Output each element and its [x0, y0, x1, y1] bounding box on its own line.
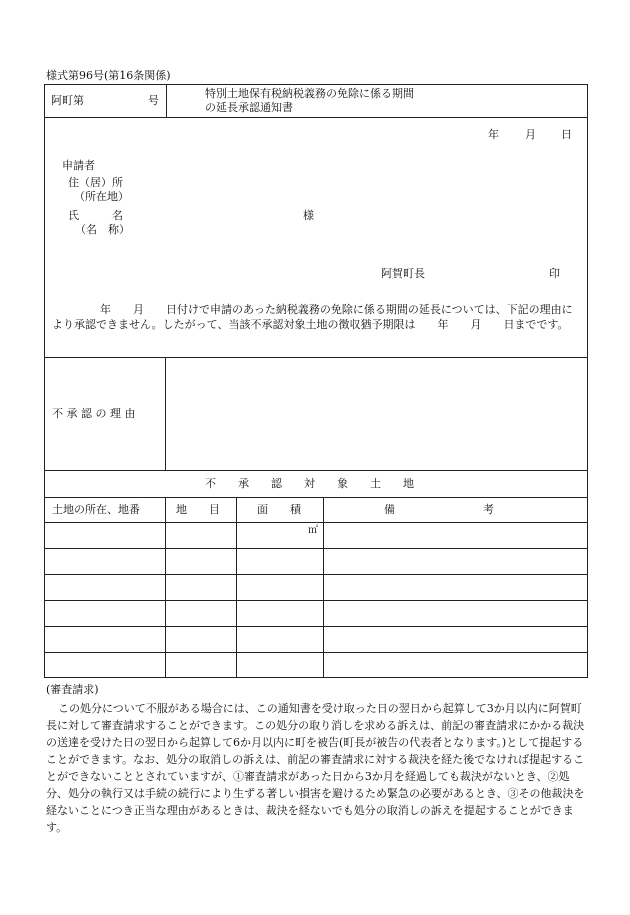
appeal-text: この処分について不服がある場合には、この通知書を受け取った日の翌日から起算して3か月以内に阿賀町長に対して審査請求することができます。この処分の取り消しを求める訴えは、前記の審査請求にかかる裁決の送達を受けた日の翌日から起算して6か月以内に町を被告(町長が被告の代表者となります。)として提起することができます。なお、処分の取消しの訴えは、前記の審査請求に対する裁決を経た後でなければ提起することができないこととされていますが、①審査請求があった日から3か月を経過しても裁決がないとき、②処分、処分の執行又は手続の続行により生ずる著しい損害を避けるため緊急の必要があるとき、③その他裁決を経ないことにつき正当な理由があるときは、裁決を経ないでも処分の取消しの訴えを提起することができます。	[46, 702, 585, 834]
col-header-location: 土地の所在、地番	[52, 503, 140, 516]
date-month: 月	[525, 128, 536, 141]
reason-top-line	[44, 357, 588, 358]
issuer-name: 阿賀町長	[381, 267, 425, 280]
honorific: 様	[303, 209, 314, 222]
land-header-top-line	[44, 497, 588, 498]
table-col-line	[236, 497, 237, 678]
table-col-line	[323, 497, 324, 678]
notice-form-frame	[44, 84, 588, 678]
land-header-bottom-line	[44, 522, 588, 523]
name-label: 氏 名	[68, 209, 123, 222]
doc-number-prefix: 阿町第	[51, 94, 84, 107]
table-col-line	[165, 497, 166, 678]
name-sub-label: （名 称）	[75, 223, 130, 236]
body-deadline-year: 年	[437, 318, 449, 331]
body-deadline-day: 日までです。	[503, 318, 569, 331]
doc-title-line2: の延長承認通知書	[205, 101, 293, 114]
table-row-line	[44, 548, 588, 549]
appeal-heading: (審査請求)	[46, 683, 99, 696]
doc-title-line1: 特別土地保有税納税義務の免除に係る期間	[205, 87, 414, 100]
address-label: 住（居）所	[68, 176, 123, 189]
form-number: 様式第96号(第16条関係)	[46, 69, 171, 82]
body-deadline-month: 月	[470, 318, 482, 331]
table-row-line	[44, 574, 588, 575]
table-row-line	[44, 626, 588, 627]
col-header-area: 面 積	[257, 503, 301, 516]
land-title-top-line	[44, 470, 588, 471]
header-divider	[166, 84, 167, 117]
header-bottom-line	[44, 117, 588, 118]
address-sub-label: （所在地）	[74, 190, 129, 203]
body-main: 日付けで申請のあった納税義務の免除に係る期間の延長については、下記の理由により承認できません。したがって、当該不承認対象土地の徴収猶予期限は	[52, 303, 573, 331]
area-unit-label: ㎡	[308, 525, 318, 536]
notice-body-text	[52, 302, 582, 332]
col-header-remarks: 備 考	[384, 503, 494, 516]
reason-divider	[165, 357, 166, 470]
body-year: 年	[100, 303, 111, 316]
land-table-title: 不 承 認 対 象 土 地	[205, 477, 414, 490]
seal-mark: 印	[549, 267, 560, 280]
date-day: 日	[561, 128, 572, 141]
reason-label: 不 承 認 の 理 由	[52, 407, 136, 420]
body-month: 月	[133, 303, 144, 316]
date-year: 年	[488, 128, 499, 141]
table-row-line	[44, 600, 588, 601]
applicant-label: 申請者	[62, 159, 95, 172]
col-header-land-category: 地 目	[176, 503, 220, 516]
table-row-line	[44, 652, 588, 653]
doc-number-suffix: 号	[148, 94, 159, 107]
